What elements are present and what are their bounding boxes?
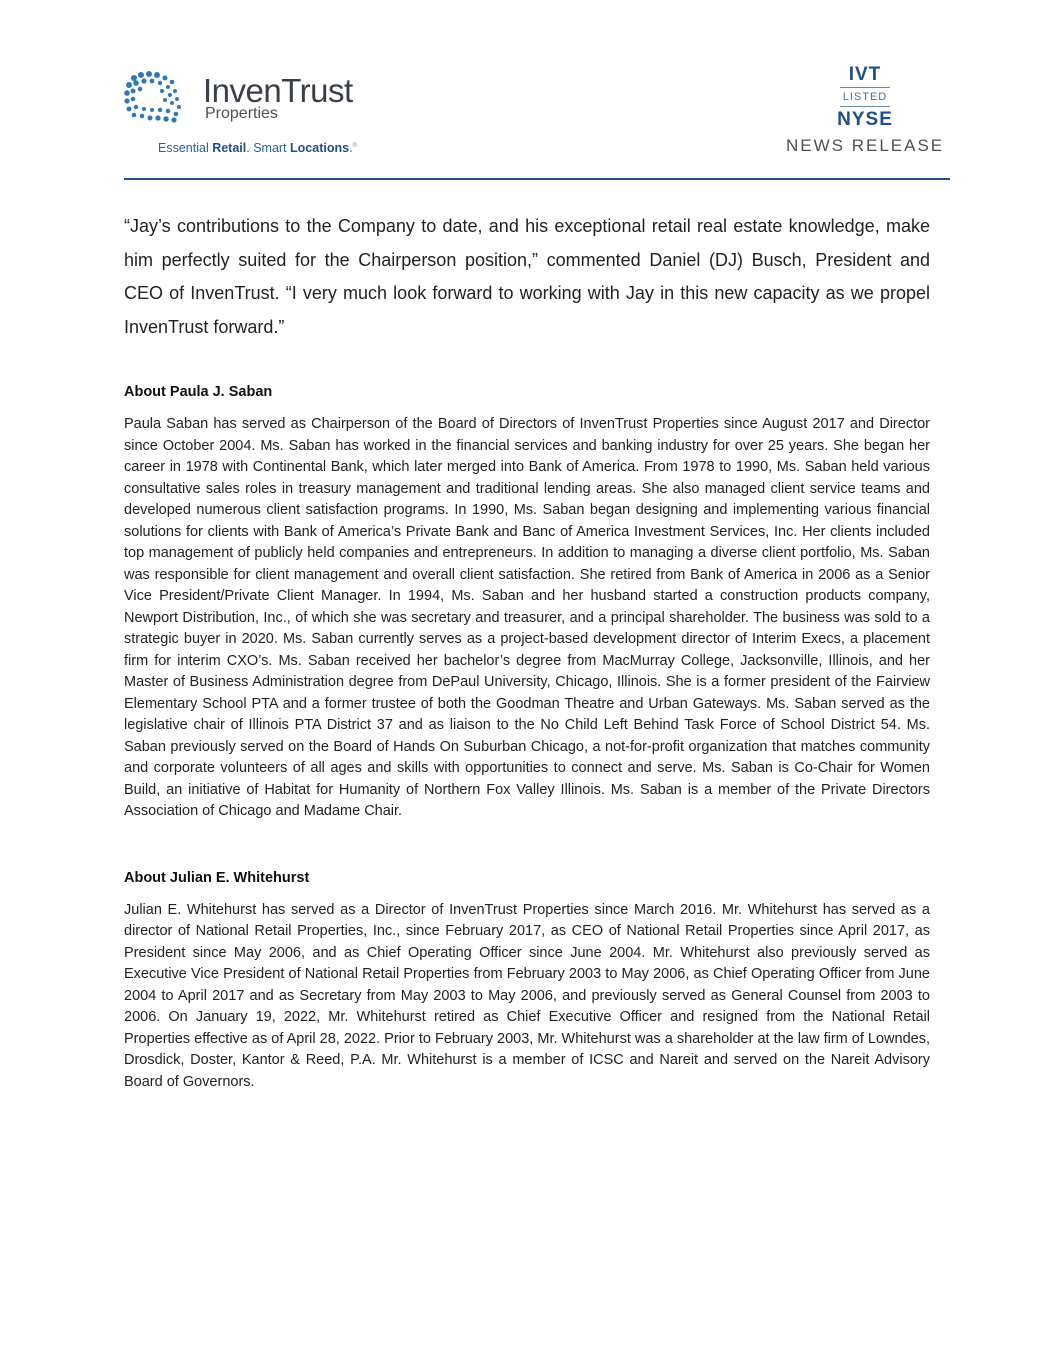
- release-body: [124, 210, 930, 1093]
- tagline: Essential Retail. Smart Locations.®: [158, 141, 357, 155]
- ticker-symbol: IVT: [848, 64, 882, 85]
- nyse-ticker-badge: [800, 64, 930, 131]
- page-header: [0, 0, 1055, 185]
- ticker-divider: [840, 87, 890, 88]
- globe-logo-icon: [124, 70, 194, 126]
- saban-bio-paragraph: Paula Saban has served as Chairperson of the Board of Directors of InvenTrust Properties since August 2017 and Director since October 2004. Ms. Saban has worked in the financial services and banking industry for over 25 years. She began her career in 1978 with Continental Bank, which later merged into Bank of America. From 1978 to 1990, Ms. Saban held various consultative sales roles in treasury management and traditional lending areas. She also managed client service teams and developed numerous client satisfaction programs. In 1990, Ms. Saban began designing and implementing various financial solutions for clients with Bank of America’s Private Bank and Banc of America Investment Services, Inc. Her clients included top management of publicly held companies and entrepreneurs. In addition to managing a diverse client portfolio, Ms. Saban was responsible for client management and overall client satisfaction. She retired from Bank of America in 2006 as a Senior Vice President/Private Client Manager. In 1994, Ms. Saban and her husband started a construction products company, Newport Distribution, Inc., of which she was secretary and treasurer, and a principal shareholder. The business was sold to a strategic buyer in 2020. Ms. Saban currently serves as a project-based development director of Interim Execs, a placement firm for interim CXO’s. Ms. Saban received her bachelor’s degree from MacMurray College, Jacksonville, Illinois, and her Master of Business Administration degree from DePaul University, Chicago, Illinois. She is a former president of the Fairview Elementary School PTA and a former trustee of both the Goodman Theatre and Urban Gateways. Ms. Saban served as the legislative chair of Illinois PTA District 37 and as liaison to the No Child Left Behind Task Force of School District 54. Ms. Saban previously served on the Board of Hands On Suburban Chicago, a not-for-profit organization that matches community and corporate volunteers of all ages and skills with opportunities to connect and serve. Ms. Saban is Co-Chair for Women Build, an initiative of Habitat for Humanity of Northern Fox Valley Illinois. Ms. Saban is a member of the Private Directors Association of Chicago and Madame Chair.: [124, 416, 930, 819]
- ticker-exchange: NYSE: [837, 109, 893, 130]
- brand-name: InvenTrust: [203, 72, 353, 109]
- company-logo: [124, 70, 353, 126]
- news-release-label: NEWS RELEASE: [786, 136, 945, 155]
- ceo-quote-paragraph: “Jay’s contributions to the Company to date, and his exceptional retail real estate knowledge, make him perfectly suited for the Chairperson position,” commented Daniel (DJ) Busch, President and CEO of InvenTrust. “I very much look forward to working with Jay in this new capacity as we propel InvenTrust forward.”: [124, 216, 930, 337]
- ticker-listed: LISTED: [842, 91, 888, 103]
- whitehurst-heading: About Julian E. Whitehurst: [124, 869, 310, 886]
- saban-heading: About Paula J. Saban: [124, 384, 273, 400]
- brand-subtitle: Properties: [205, 105, 278, 122]
- ticker-divider: [840, 106, 890, 107]
- header-divider: [124, 178, 950, 180]
- whitehurst-bio-paragraph: Julian E. Whitehurst has served as a Director of InvenTrust Properties since March 2016. Mr. Whitehurst has served as a director of National Retail Properties, Inc., since February 2017, as CEO of National Retail Properties since April 2017, as President since May 2006, and as Chief Operating Officer since June 2004. Mr. Whitehurst also previously served as Executive Vice President of National Retail Properties from February 2003 to May 2006, as Chief Operating Officer from June 2004 to April 2017 and as Secretary from May 2003 to May 2006, and previously served as General Counsel from 2003 to 2006. On January 19, 2022, Mr. Whitehurst retired as Chief Executive Officer and resigned from the National Retail Properties effective as of April 28, 2022. Prior to February 2003, Mr. Whitehurst was a shareholder at the law firm of Lowndes, Drosdick, Doster, Kantor & Reed, P.A. Mr. Whitehurst is a member of ICSC and Nareit and served on the Nareit Advisory Board of Governors.: [124, 901, 930, 1090]
